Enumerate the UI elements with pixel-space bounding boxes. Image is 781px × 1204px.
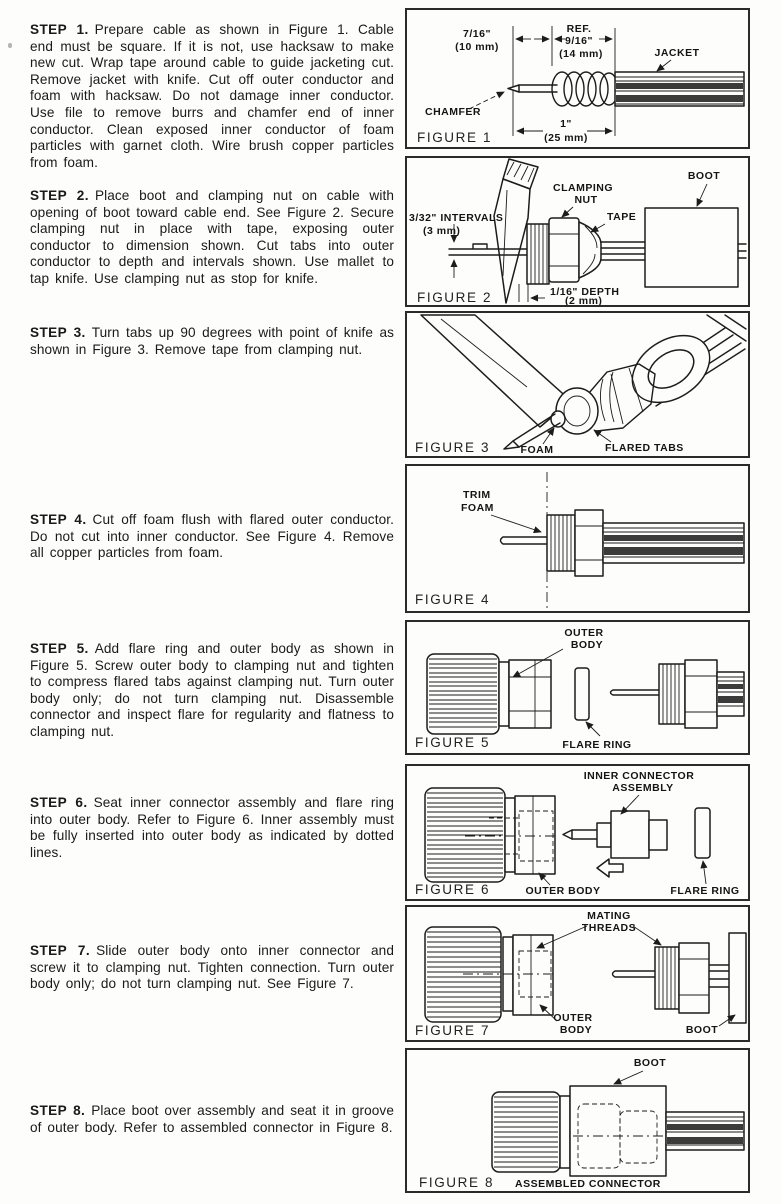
clamping-nut-assembly-drawing [611, 660, 745, 728]
insert-direction-arrow [597, 859, 623, 877]
fig1-ref: REF. [566, 23, 592, 35]
figure-1-caption: FIGURE 1 [417, 130, 493, 145]
fig4-foam-label: FOAM [461, 502, 494, 514]
step-7-label: STEP 7. [30, 943, 91, 958]
inner-connector-assembly-drawing [563, 811, 667, 877]
step-1-label: STEP 1. [30, 22, 89, 37]
tape-drawing [579, 222, 601, 278]
figure-8-illustration [407, 1050, 748, 1191]
clamping-nut-assembly-drawing [613, 933, 747, 1023]
cable-drawing [666, 1112, 744, 1150]
fig2-intervals-label: 3/32" INTERVALS [409, 212, 504, 224]
fig3-foam-label: FOAM [520, 444, 554, 456]
knife-drawing [421, 315, 571, 427]
cable-drawing [508, 72, 744, 106]
jacket-leader [657, 60, 671, 71]
fig7-body-label: BODY [559, 1024, 593, 1036]
step-5 [30, 641, 394, 741]
outer-body-drawing [425, 788, 559, 882]
figure-6-caption: FIGURE 6 [415, 882, 491, 897]
outer-body-drawing [425, 927, 557, 1022]
step-6-text: Seat inner connector assembly and flare ring into outer body. Refer to Figure 6. Inner assembly must be fully inserted into outer body as indicated by dotted lines. [30, 795, 394, 860]
step-3 [30, 325, 394, 358]
fig5-outer-label: OUTER [564, 627, 604, 639]
step-3-label: STEP 3. [30, 325, 86, 340]
step-5-text: Add flare ring and outer body as shown in Figure 5. Screw outer body to clamping nut and tighten to compress flared tabs against clamping nut. Turn outer body only; do not turn clamping nut. Disassemble connector and inspect flare for regularity and flatness to clamping nut. [30, 641, 394, 739]
boot-drawing [729, 933, 746, 1023]
figure-4-caption: FIGURE 4 [415, 592, 491, 607]
fig2-nut-label: NUT [574, 194, 598, 206]
fig2-clamping-label: CLAMPING [553, 182, 613, 194]
figure-2-caption: FIGURE 2 [417, 290, 493, 305]
fig2-tape-label: TAPE [607, 211, 637, 223]
figure-1-panel [405, 8, 750, 149]
cable-drawing [717, 672, 744, 716]
step-7-text: Slide outer body onto inner connector and screw it to clamping nut. Tighten connection. Turn outer body only; do not turn clamping nut. See Figure 7. [30, 943, 394, 992]
mating-threads-leader-right [633, 926, 661, 945]
step-2 [30, 188, 394, 288]
fig1-chamfer-label: CHAMFER [425, 106, 481, 118]
step-6 [30, 795, 394, 861]
fig1-dim-25mm: (25 mm) [544, 132, 588, 144]
assembled-connector-drawing [492, 1086, 744, 1176]
step-5-label: STEP 5. [30, 641, 89, 656]
fig2-boot-label: BOOT [687, 170, 721, 182]
fig6-assembly-label: ASSEMBLY [612, 782, 674, 794]
figure-6-panel [405, 764, 750, 901]
figure-3-caption: FIGURE 3 [415, 440, 491, 455]
fig2-3mm-label: (3 mm) [423, 225, 461, 237]
flared-tabs-leader [594, 430, 611, 442]
boot-drawing [570, 1086, 666, 1176]
figure-3-panel [405, 311, 750, 458]
depth-ticks [519, 284, 528, 302]
fig2-depth-label: 1/16" DEPTH [550, 286, 620, 298]
step-7 [30, 943, 394, 993]
fig4-trim-label: TRIM [463, 489, 491, 501]
fig6-flare-ring-label: FLARE RING [670, 885, 740, 897]
fig1-dim-7-16: 7/16" [463, 28, 491, 40]
figure-8-caption: FIGURE 8 [419, 1175, 495, 1190]
fig7-threads-label: THREADS [581, 922, 637, 934]
figure-6-illustration [407, 766, 748, 899]
chamfer-tip [508, 85, 519, 92]
fig6-inner-connector-label: INNER CONNECTOR [583, 770, 695, 782]
step-1 [30, 22, 394, 171]
step-8 [30, 1103, 394, 1136]
fig2-2mm-label: (2 mm) [565, 295, 603, 305]
boot-leader [697, 184, 707, 206]
flare-ring-leader [703, 861, 706, 884]
figure-4-panel [405, 464, 750, 613]
fig8-boot-label: BOOT [633, 1057, 667, 1069]
clamping-nut-drawing [549, 218, 579, 282]
figure-7-caption: FIGURE 7 [415, 1023, 491, 1038]
fig1-dim-14mm: (14 mm) [559, 48, 603, 60]
flare-ring-leader [586, 722, 600, 736]
figure-7-illustration [407, 907, 748, 1040]
step-4 [30, 512, 394, 562]
fig1-jacket-label: JACKET [654, 47, 700, 59]
figure-1-illustration [407, 10, 748, 147]
fig1-dim-1in: 1" [560, 118, 572, 130]
boot-drawing [645, 208, 738, 287]
step-4-text: Cut off foam flush with flared outer conductor. Do not cut into inner conductor. See Figure 4. Remove all copper particles from foam. [30, 512, 394, 561]
step-6-label: STEP 6. [30, 795, 88, 810]
figure-7-panel [405, 905, 750, 1042]
fig1-dim-9-16: 9/16" [565, 35, 593, 47]
figure-2-panel [405, 156, 750, 307]
connector-drawing [501, 510, 745, 576]
fig6-outer-body-label: OUTER BODY [525, 885, 601, 897]
step-1-text: Prepare cable as shown in Figure 1. Cable end must be square. If it is not, use hacksaw to make new cut. Wrap tape around cable to guide jacketing cut. Remove jacket with knife. Cut off outer conductor and foam with hacksaw. Do not damage inner conductor. Use file to remove burrs and chamfer end of inner conductor. Clean exposed inner conductor of foam particles with garnet cloth. Wire brush copper particles from foam. [30, 22, 394, 170]
figure-4-illustration [407, 466, 748, 611]
step-2-label: STEP 2. [30, 188, 89, 203]
step-4-label: STEP 4. [30, 512, 87, 527]
trim-foam-leader [491, 515, 541, 532]
clamping-nut-leader [562, 207, 573, 217]
tape-leader [591, 224, 605, 232]
fig3-flared-tabs-label: FLARED TABS [605, 442, 684, 454]
fig7-outer-label: OUTER [553, 1012, 593, 1024]
figure-3-illustration [407, 313, 748, 456]
fig5-flare-ring-label: FLARE RING [562, 739, 632, 751]
flared-tabs-drawing [556, 388, 598, 434]
figure-2-illustration [407, 158, 748, 305]
boot-leader [614, 1071, 643, 1084]
figure-8-panel [405, 1048, 750, 1193]
fig7-boot-label: BOOT [685, 1024, 719, 1036]
step-2-text: Place boot and clamping nut on cable with opening of boot toward cable end. See Figure 2. Secure clamping nut in place with tape, exposing outer conductor to dimension shown. Cut tabs into outer conductor to depth and intervals shown. Use mallet to tap knife. Use clamping nut as stop for knife. [30, 188, 394, 286]
flare-ring-drawing [575, 668, 589, 720]
step-8-label: STEP 8. [30, 1103, 86, 1118]
step-8-text: Place boot over assembly and seat it in groove of outer body. Refer to assembled connector in Figure 8. [30, 1103, 394, 1135]
step-3-text: Turn tabs up 90 degrees with point of knife as shown in Figure 3. Remove tape from clamping nut. [30, 325, 394, 357]
fig8-assembled-connector-label: ASSEMBLED CONNECTOR [515, 1178, 661, 1190]
figure-5-panel [405, 620, 750, 755]
fig5-body-label: BODY [570, 639, 604, 651]
figure-5-illustration [407, 622, 748, 753]
fig1-dim-10mm: (10 mm) [455, 41, 499, 53]
figure-5-caption: FIGURE 5 [415, 735, 491, 750]
outer-conductor-spiral [552, 72, 618, 106]
flare-ring-drawing [695, 808, 710, 858]
outer-body-leader [539, 873, 550, 885]
cable-and-boot-ring-drawing [620, 315, 746, 416]
scan-artifact [8, 43, 12, 48]
fig7-mating-label: MATING [587, 910, 631, 922]
